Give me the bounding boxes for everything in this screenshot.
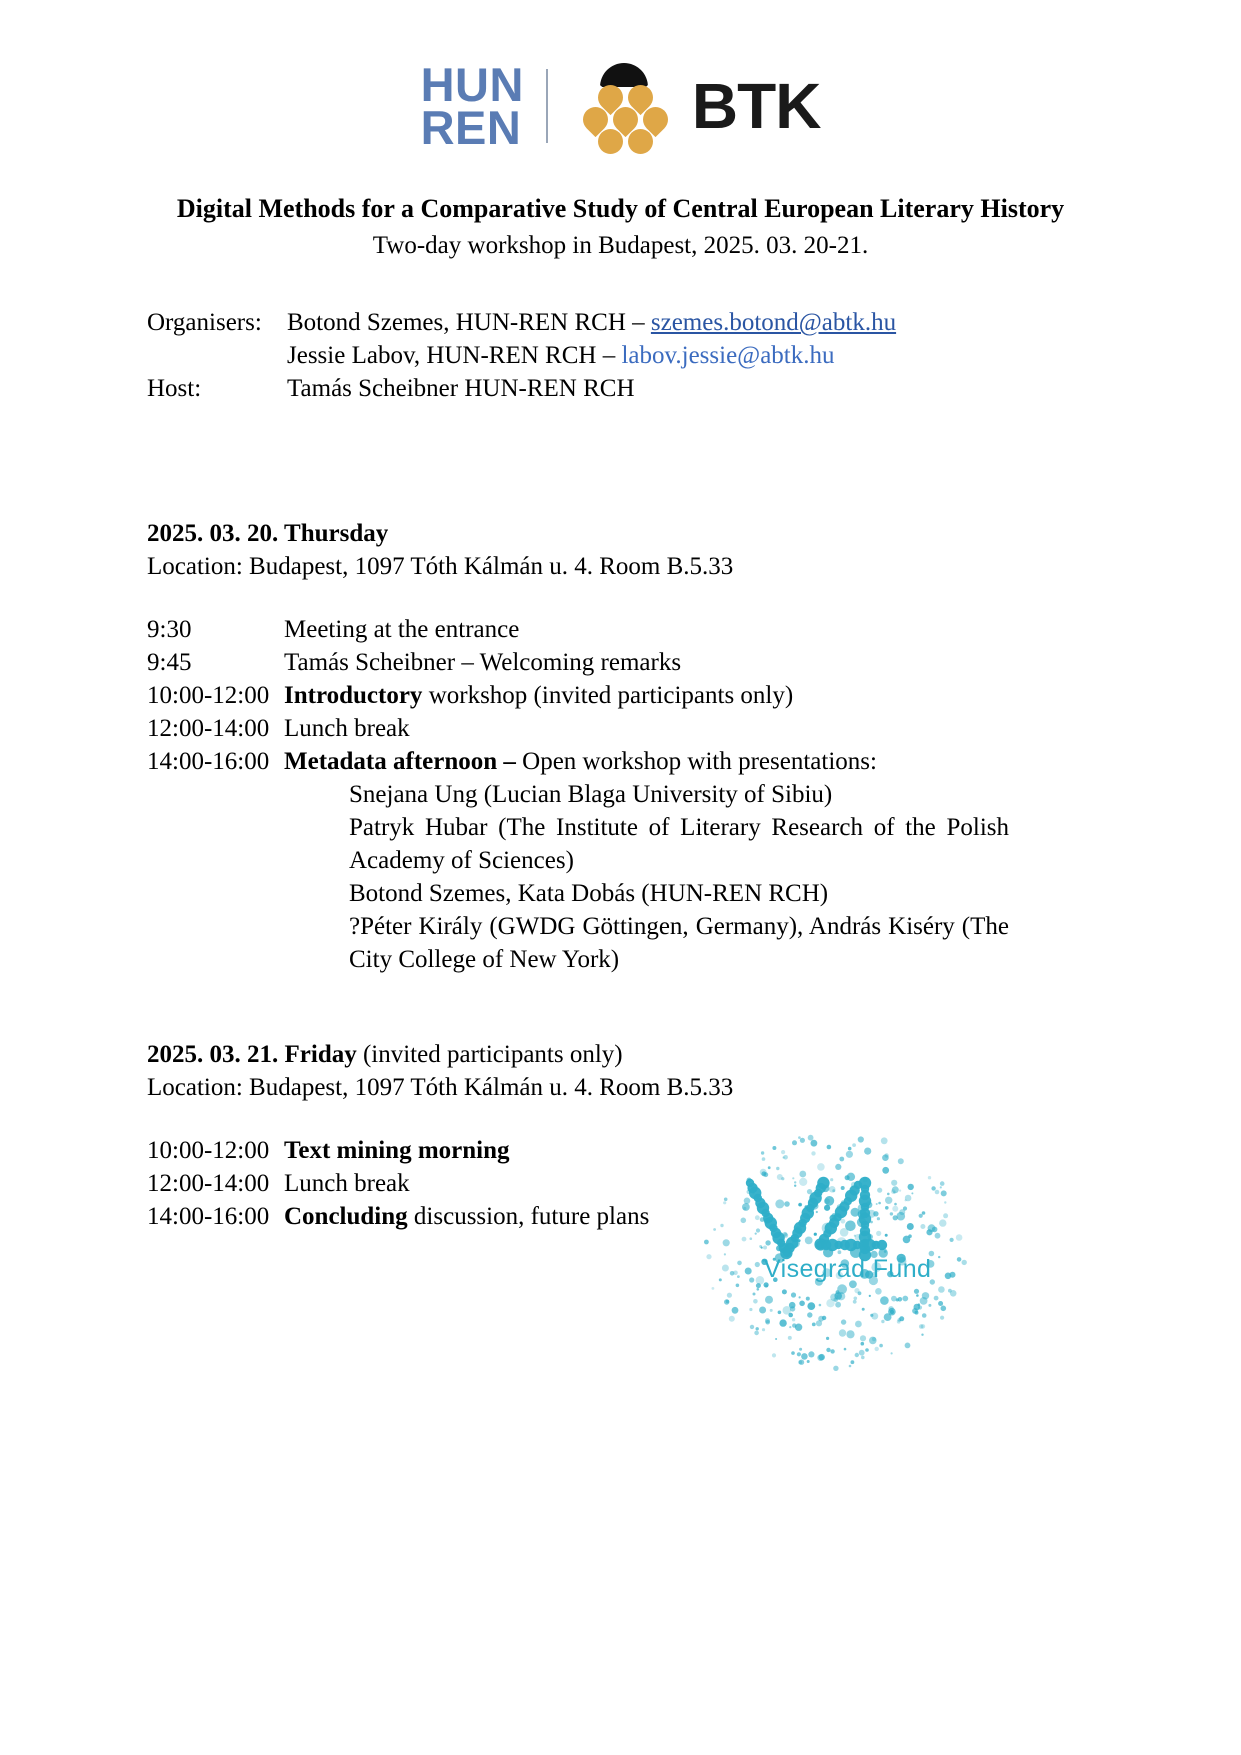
schedule-desc: [284, 745, 1009, 778]
table-row: [147, 372, 896, 405]
visegrad-dots-icon: [690, 1125, 980, 1415]
logo-divider: [546, 69, 548, 143]
schedule-desc-text: Meeting at the entrance: [284, 616, 520, 644]
empty-label: [147, 339, 287, 372]
day1-schedule: [147, 613, 1009, 976]
organiser-2-email-link[interactable]: labov.jessie@abtk.hu: [621, 342, 835, 370]
hunren-line-1: HUN: [420, 57, 524, 111]
table-row: [147, 745, 1009, 778]
table-row: [147, 339, 896, 372]
hunren-wordmark: [420, 57, 524, 154]
schedule-desc-text: workshop (invited participants only): [422, 682, 794, 710]
organiser-2: [287, 339, 896, 372]
schedule-time: [147, 778, 284, 976]
btk-seed-icon: [570, 63, 678, 149]
schedule-time: 9:45: [147, 649, 192, 677]
schedule-time: 14:00-16:00: [147, 748, 270, 776]
schedule-time: 12:00-14:00: [147, 1170, 270, 1198]
schedule-time: 12:00-14:00: [147, 715, 270, 743]
list-item: ?Péter Király (GWDG Göttingen, Germany), András Kiséry (The City College of New York): [349, 913, 1009, 974]
day1-date-bold: 2025. 03. 20. Thursday: [147, 520, 389, 548]
schedule-desc-bold: Text mining morning: [284, 1137, 510, 1165]
list-item: Botond Szemes, Kata Dobás (HUN-REN RCH): [349, 880, 829, 908]
visegrad-fund-logo: [690, 1125, 980, 1415]
schedule-desc-text: Lunch break: [284, 715, 410, 743]
organiser-2-name: Jessie Labov, HUN-REN RCH –: [287, 342, 622, 370]
day1-date: [147, 517, 1121, 550]
hunren-btk-logo: [0, 0, 1241, 154]
day2-location: Location: Budapest, 1097 Tóth Kálmán u. 4. Room B.5.33: [147, 1074, 734, 1102]
spacer: [147, 405, 1121, 517]
schedule-desc: [284, 1167, 649, 1200]
schedule-desc-text: Open workshop with presentations:: [515, 748, 877, 776]
spacer: [147, 976, 1121, 1038]
schedule-desc-bold: Introductory: [284, 682, 423, 710]
list-item: Snejana Ung (Lucian Blaga University of Sibiu): [349, 781, 833, 809]
host-name: Tamás Scheibner HUN-REN RCH: [287, 375, 635, 403]
btk-drop-icon: [628, 129, 653, 154]
schedule-desc: [284, 1134, 649, 1167]
hunren-line-2: REN: [420, 101, 522, 154]
list-item: Patryk Hubar (The Institute of Literary Research of the Polish Academy of Sciences): [349, 814, 1009, 875]
organiser-1: [287, 306, 896, 339]
table-row: [147, 778, 1009, 976]
schedule-desc-text: discussion, future plans: [407, 1203, 650, 1231]
btk-arc-icon: [600, 63, 648, 87]
schedule-time: 10:00-12:00: [147, 1137, 270, 1165]
table-row: [147, 1200, 649, 1233]
title-block: [0, 192, 1241, 262]
table-row: [147, 712, 1009, 745]
table-row: [147, 646, 1009, 679]
schedule-desc-text: Lunch break: [284, 1170, 410, 1198]
table-row: [147, 1167, 649, 1200]
day2-schedule: [147, 1134, 649, 1233]
table-row: [147, 613, 1009, 646]
organisers-label: Organisers:: [147, 309, 262, 337]
table-row: [147, 306, 896, 339]
schedule-desc: [284, 646, 1009, 679]
schedule-desc: [284, 1200, 649, 1233]
visegrad-fund-label: Visegrad Fund: [764, 1255, 932, 1283]
schedule-desc: [284, 712, 1009, 745]
logo-group: [420, 57, 821, 154]
schedule-time: 14:00-16:00: [147, 1203, 270, 1231]
btk-drop-icon: [598, 129, 623, 154]
table-row: [147, 679, 1009, 712]
organiser-1-name: Botond Szemes, HUN-REN RCH –: [287, 309, 651, 337]
table-row: [147, 1134, 649, 1167]
document-body: [0, 306, 1241, 1233]
schedule-time: 10:00-12:00: [147, 682, 270, 710]
page-subtitle: Two-day workshop in Budapest, 2025. 03. 20-21.: [372, 231, 869, 259]
schedule-desc-text: Tamás Scheibner – Welcoming remarks: [284, 649, 682, 677]
schedule-time: 9:30: [147, 616, 192, 644]
btk-wordmark: BTK: [691, 70, 821, 142]
page-title: Digital Methods for a Comparative Study of Central European Literary History: [176, 194, 1065, 223]
schedule-desc-bold: Metadata afternoon –: [284, 748, 516, 776]
presenter-list: [284, 778, 1009, 976]
organisers-table: [147, 306, 896, 405]
day2-date-rest: (invited participants only): [356, 1041, 623, 1069]
organiser-1-email-link[interactable]: szemes.botond@abtk.hu: [650, 309, 897, 337]
host-label: Host:: [147, 375, 202, 403]
day1-location: Location: Budapest, 1097 Tóth Kálmán u. 4. Room B.5.33: [147, 553, 734, 581]
day2-date: [147, 1038, 1121, 1071]
day2-date-bold: 2025. 03. 21. Friday: [147, 1041, 357, 1069]
schedule-desc: [284, 613, 1009, 646]
schedule-desc: [284, 679, 1009, 712]
schedule-desc-bold: Concluding: [284, 1203, 408, 1231]
